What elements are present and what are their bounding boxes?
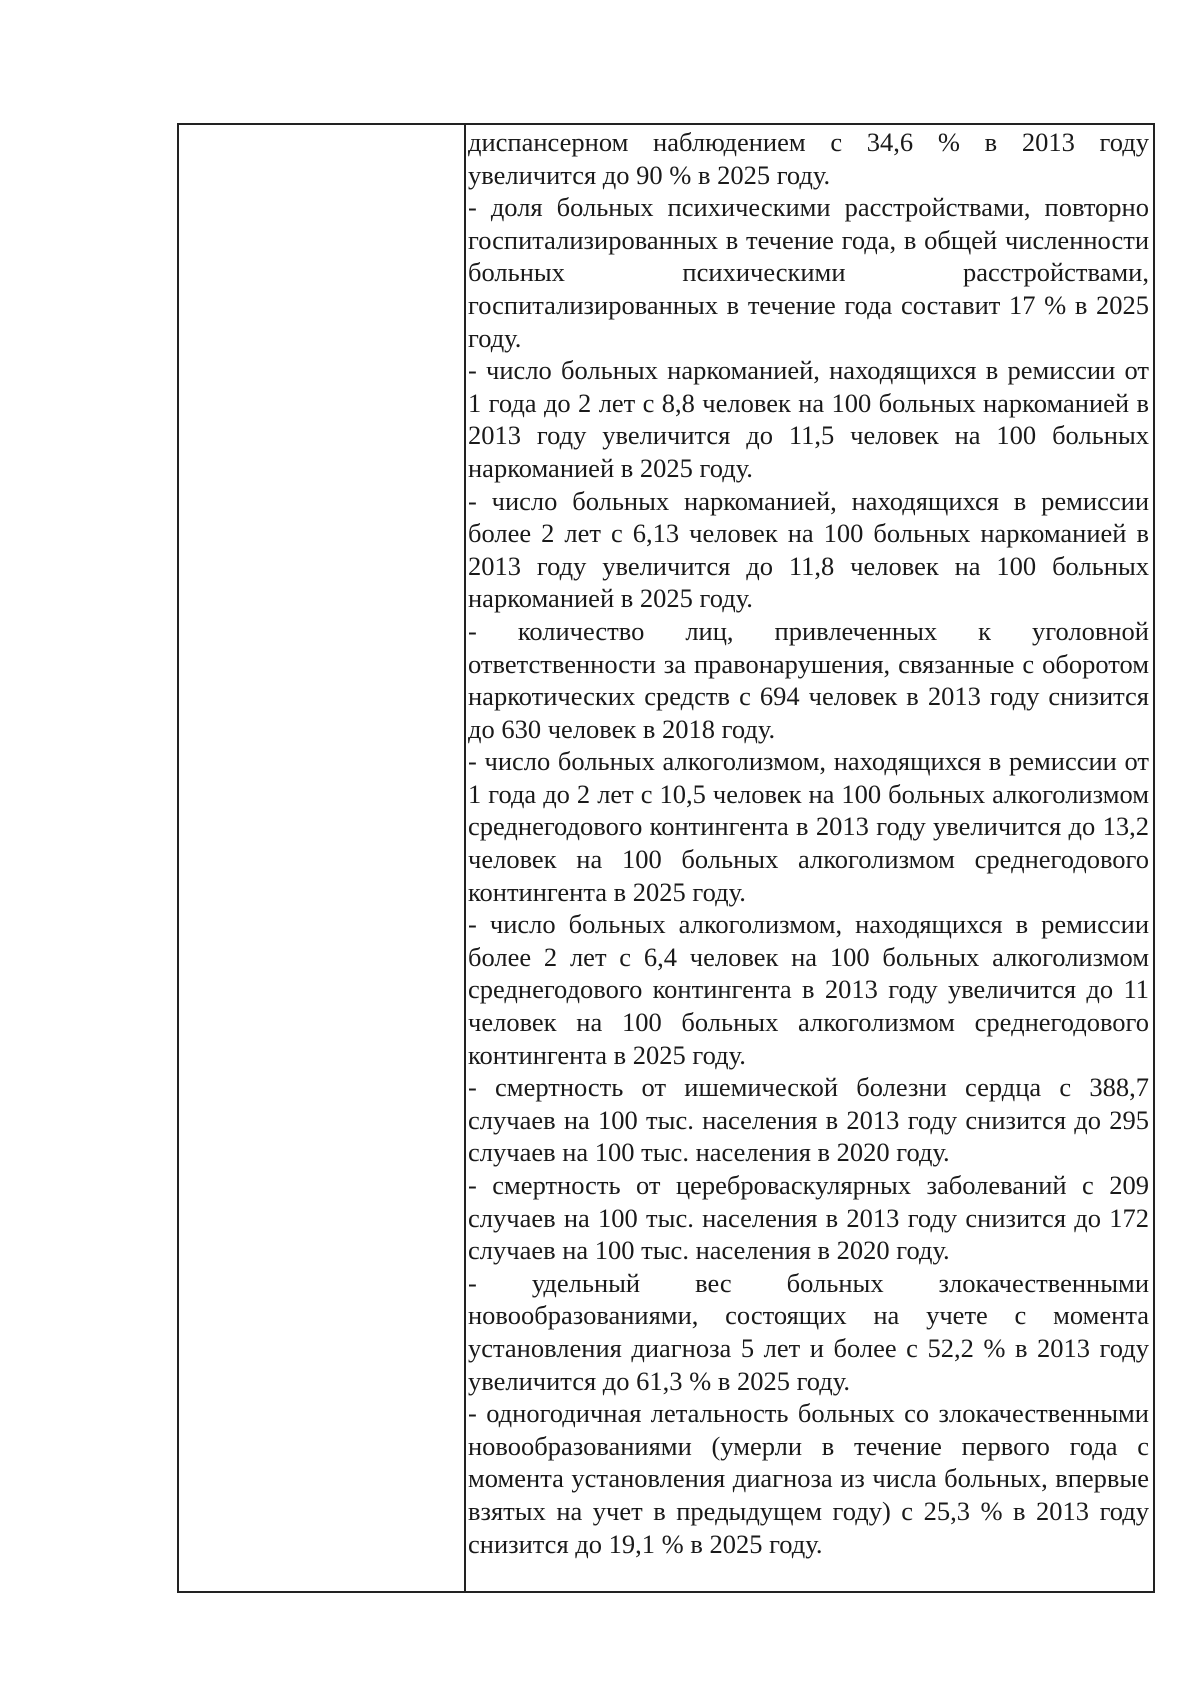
document-table <box>177 123 1155 1593</box>
indicator-paragraph: - доля больных психическими расстройствами, повторно госпитализированных в течение года, в общей численности больных психическими расстройствами, госпитализированных в течение года составит 17 % в 2025 году. <box>468 192 1149 353</box>
indicator-paragraph: - число больных наркоманией, находящихся в ремиссии от 1 года до 2 лет с 8,8 человек на 100 больных наркоманией в 2013 году увеличится до 11,5 человек на 100 больных наркоманией в 2025 году. <box>468 355 1149 483</box>
indicator-paragraph: - количество лиц, привлеченных к уголовной ответственности за правонарушения, связанные с оборотом наркотических средств с 694 человек в 2013 году снизится до 630 человек в 2018 году. <box>468 615 1149 744</box>
indicator-paragraph: - число больных наркоманией, находящихся в ремиссии более 2 лет с 6,13 человек на 100 больных наркоманией в 2013 году увеличится до 11,8 человек на 100 больных наркоманией в 2025 году. <box>468 485 1149 614</box>
indicator-paragraph: диспансерном наблюдением с 34,6 % в 2013 году увеличится до 90 % в 2025 году. <box>468 127 1149 190</box>
table-left-cell <box>179 125 466 1591</box>
table-right-cell <box>466 125 1153 1591</box>
indicator-paragraph: - одногодичная летальность больных со злокачественными новообразованиями (умерли в течение первого года с момента установления диагноза из числа больных, впервые взятых на учет в предыдущем году) с 25,3 % в 2013 году снизится до 19,1 % в 2025 году. <box>468 1398 1149 1559</box>
indicator-paragraph: - число больных алкоголизмом, находящихся в ремиссии более 2 лет с 6,4 человек на 100 больных алкоголизмом среднегодового контингента в 2013 году увеличится до 11 человек на 100 больных алкоголизмом среднегодового контингента в 2025 году. <box>468 909 1149 1070</box>
indicator-paragraph: - удельный вес больных злокачественными новообразованиями, состоящих на учете с момента установления диагноза 5 лет и более с 52,2 % в 2013 году увеличится до 61,3 % в 2025 году. <box>468 1267 1149 1396</box>
indicator-paragraph: - число больных алкоголизмом, находящихся в ремиссии от 1 года до 2 лет с 10,5 человек на 100 больных алкоголизмом среднегодового контингента в 2013 году увеличится до 13,2 человек на 100 больных алкоголизмом среднегодового контингента в 2025 году. <box>468 746 1149 907</box>
indicator-paragraph: - смертность от ишемической болезни сердца с 388,7 случаев на 100 тыс. населения в 2013 году снизится до 295 случаев на 100 тыс. населения в 2020 году. <box>468 1072 1149 1168</box>
indicator-paragraph: - смертность от цереброваскулярных заболеваний с 209 случаев на 100 тыс. населения в 2013 году снизится до 172 случаев на 100 тыс. населения в 2020 году. <box>468 1170 1149 1266</box>
